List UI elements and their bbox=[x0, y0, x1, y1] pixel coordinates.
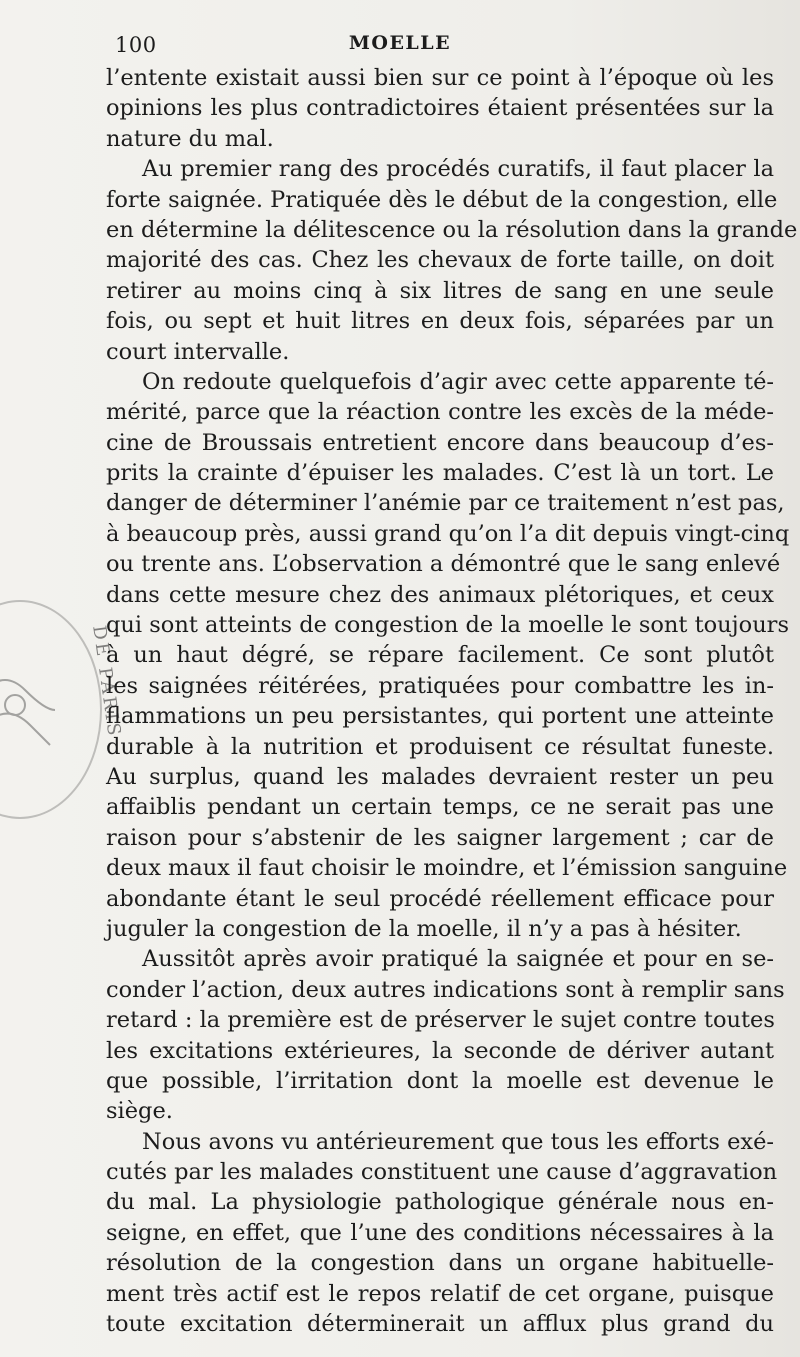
text-line: deux maux il faut choisir le moindre, et l’émission sanguine bbox=[106, 855, 788, 882]
text-line: juguler la congestion de la moelle, il n’y a pas à hésiter. bbox=[106, 915, 742, 942]
text-line: flammations un peu persistantes, qui portent une atteinte bbox=[106, 703, 774, 730]
text-line: en détermine la délitescence ou la résolution dans la grande bbox=[106, 216, 798, 243]
text-line: retard : la première est de préserver le sujet contre toutes bbox=[106, 1007, 775, 1034]
text-line: abondante étant le seul procédé réellement efficace pour bbox=[106, 885, 774, 912]
text-line: du mal. La physiologie pathologique générale nous en- bbox=[106, 1189, 774, 1216]
text-line: qui sont atteints de congestion de la moelle le sont toujours bbox=[106, 612, 789, 639]
text-line: durable à la nutrition et produisent ce résultat funeste. bbox=[106, 733, 774, 760]
text-line: prits la crainte d’épuiser les malades. C’est là un tort. Le bbox=[106, 460, 774, 487]
text-line: les excitations extérieures, la seconde de dériver autant bbox=[106, 1037, 774, 1064]
text-line: l’entente existait aussi bien sur ce point à l’époque où les bbox=[106, 65, 774, 91]
text-line: toute excitation déterminerait un afflux plus grand du bbox=[106, 1311, 774, 1338]
page-number: 100 bbox=[115, 33, 157, 57]
stamp-emblem-icon bbox=[0, 650, 65, 770]
running-head: MOELLE bbox=[348, 32, 452, 54]
text-line: court intervalle. bbox=[106, 338, 290, 365]
text-line: les saignées réitérées, pratiquées pour combattre les in- bbox=[106, 672, 774, 699]
text-line: à beaucoup près, aussi grand qu’on l’a dit depuis vingt-cinq bbox=[106, 520, 790, 547]
text-line: Aussitôt après avoir pratiqué la saignée et pour en se- bbox=[142, 946, 774, 973]
library-stamp-text: DE PARIS bbox=[88, 624, 125, 740]
text-line: opinions les plus contradictoires étaient présentées sur la bbox=[106, 95, 774, 122]
text-line: dans cette mesure chez des animaux plétoriques, et ceux bbox=[106, 581, 774, 608]
text-line: seigne, en effet, que l’une des conditions nécessaires à la bbox=[106, 1219, 774, 1246]
text-line: fois, ou sept et huit litres en deux fois, séparées par un bbox=[106, 308, 774, 335]
text-line: raison pour s’abstenir de les saigner largement ; car de bbox=[106, 824, 774, 851]
text-line: siège. bbox=[106, 1098, 173, 1125]
text-line: majorité des cas. Chez les chevaux de forte taille, on doit bbox=[106, 247, 774, 274]
page-header bbox=[0, 30, 800, 60]
text-line: cine de Broussais entretient encore dans beaucoup d’es- bbox=[106, 429, 774, 456]
text-line: Nous avons vu antérieurement que tous les efforts exé- bbox=[142, 1128, 774, 1155]
text-line: forte saignée. Pratiquée dès le début de la congestion, elle bbox=[106, 186, 778, 213]
text-line: Au surplus, quand les malades devraient rester un peu bbox=[106, 763, 774, 790]
text-line: mérité, parce que la réaction contre les excès de la méde- bbox=[106, 399, 774, 426]
body-text bbox=[106, 63, 798, 1339]
text-line: cutés par les malades constituent une cause d’aggravation bbox=[106, 1159, 778, 1186]
text-line: retirer au moins cinq à six litres de sang en une seule bbox=[106, 277, 774, 304]
text-line: danger de déterminer l’anémie par ce traitement n’est pas, bbox=[106, 490, 785, 517]
text-line: affaiblis pendant un certain temps, ce ne serait pas une bbox=[106, 794, 774, 821]
text-line: résolution de la congestion dans un organe habituelle- bbox=[106, 1250, 774, 1277]
text-line: que possible, l’irritation dont la moelle est devenue le bbox=[106, 1067, 774, 1094]
text-line: à un haut dégré, se répare facilement. Ce sont plutôt bbox=[106, 642, 774, 669]
text-line: nature du mal. bbox=[106, 125, 274, 152]
text-line: On redoute quelquefois d’agir avec cette apparente té- bbox=[142, 368, 774, 395]
text-line: Au premier rang des procédés curatifs, il faut placer la bbox=[142, 156, 774, 183]
text-line: ou trente ans. L’observation a démontré que le sang enlevé bbox=[106, 551, 781, 578]
text-line: ment très actif est le repos relatif de cet organe, puisque bbox=[106, 1280, 774, 1307]
text-line: conder l’action, deux autres indications sont à remplir sans bbox=[106, 976, 785, 1003]
